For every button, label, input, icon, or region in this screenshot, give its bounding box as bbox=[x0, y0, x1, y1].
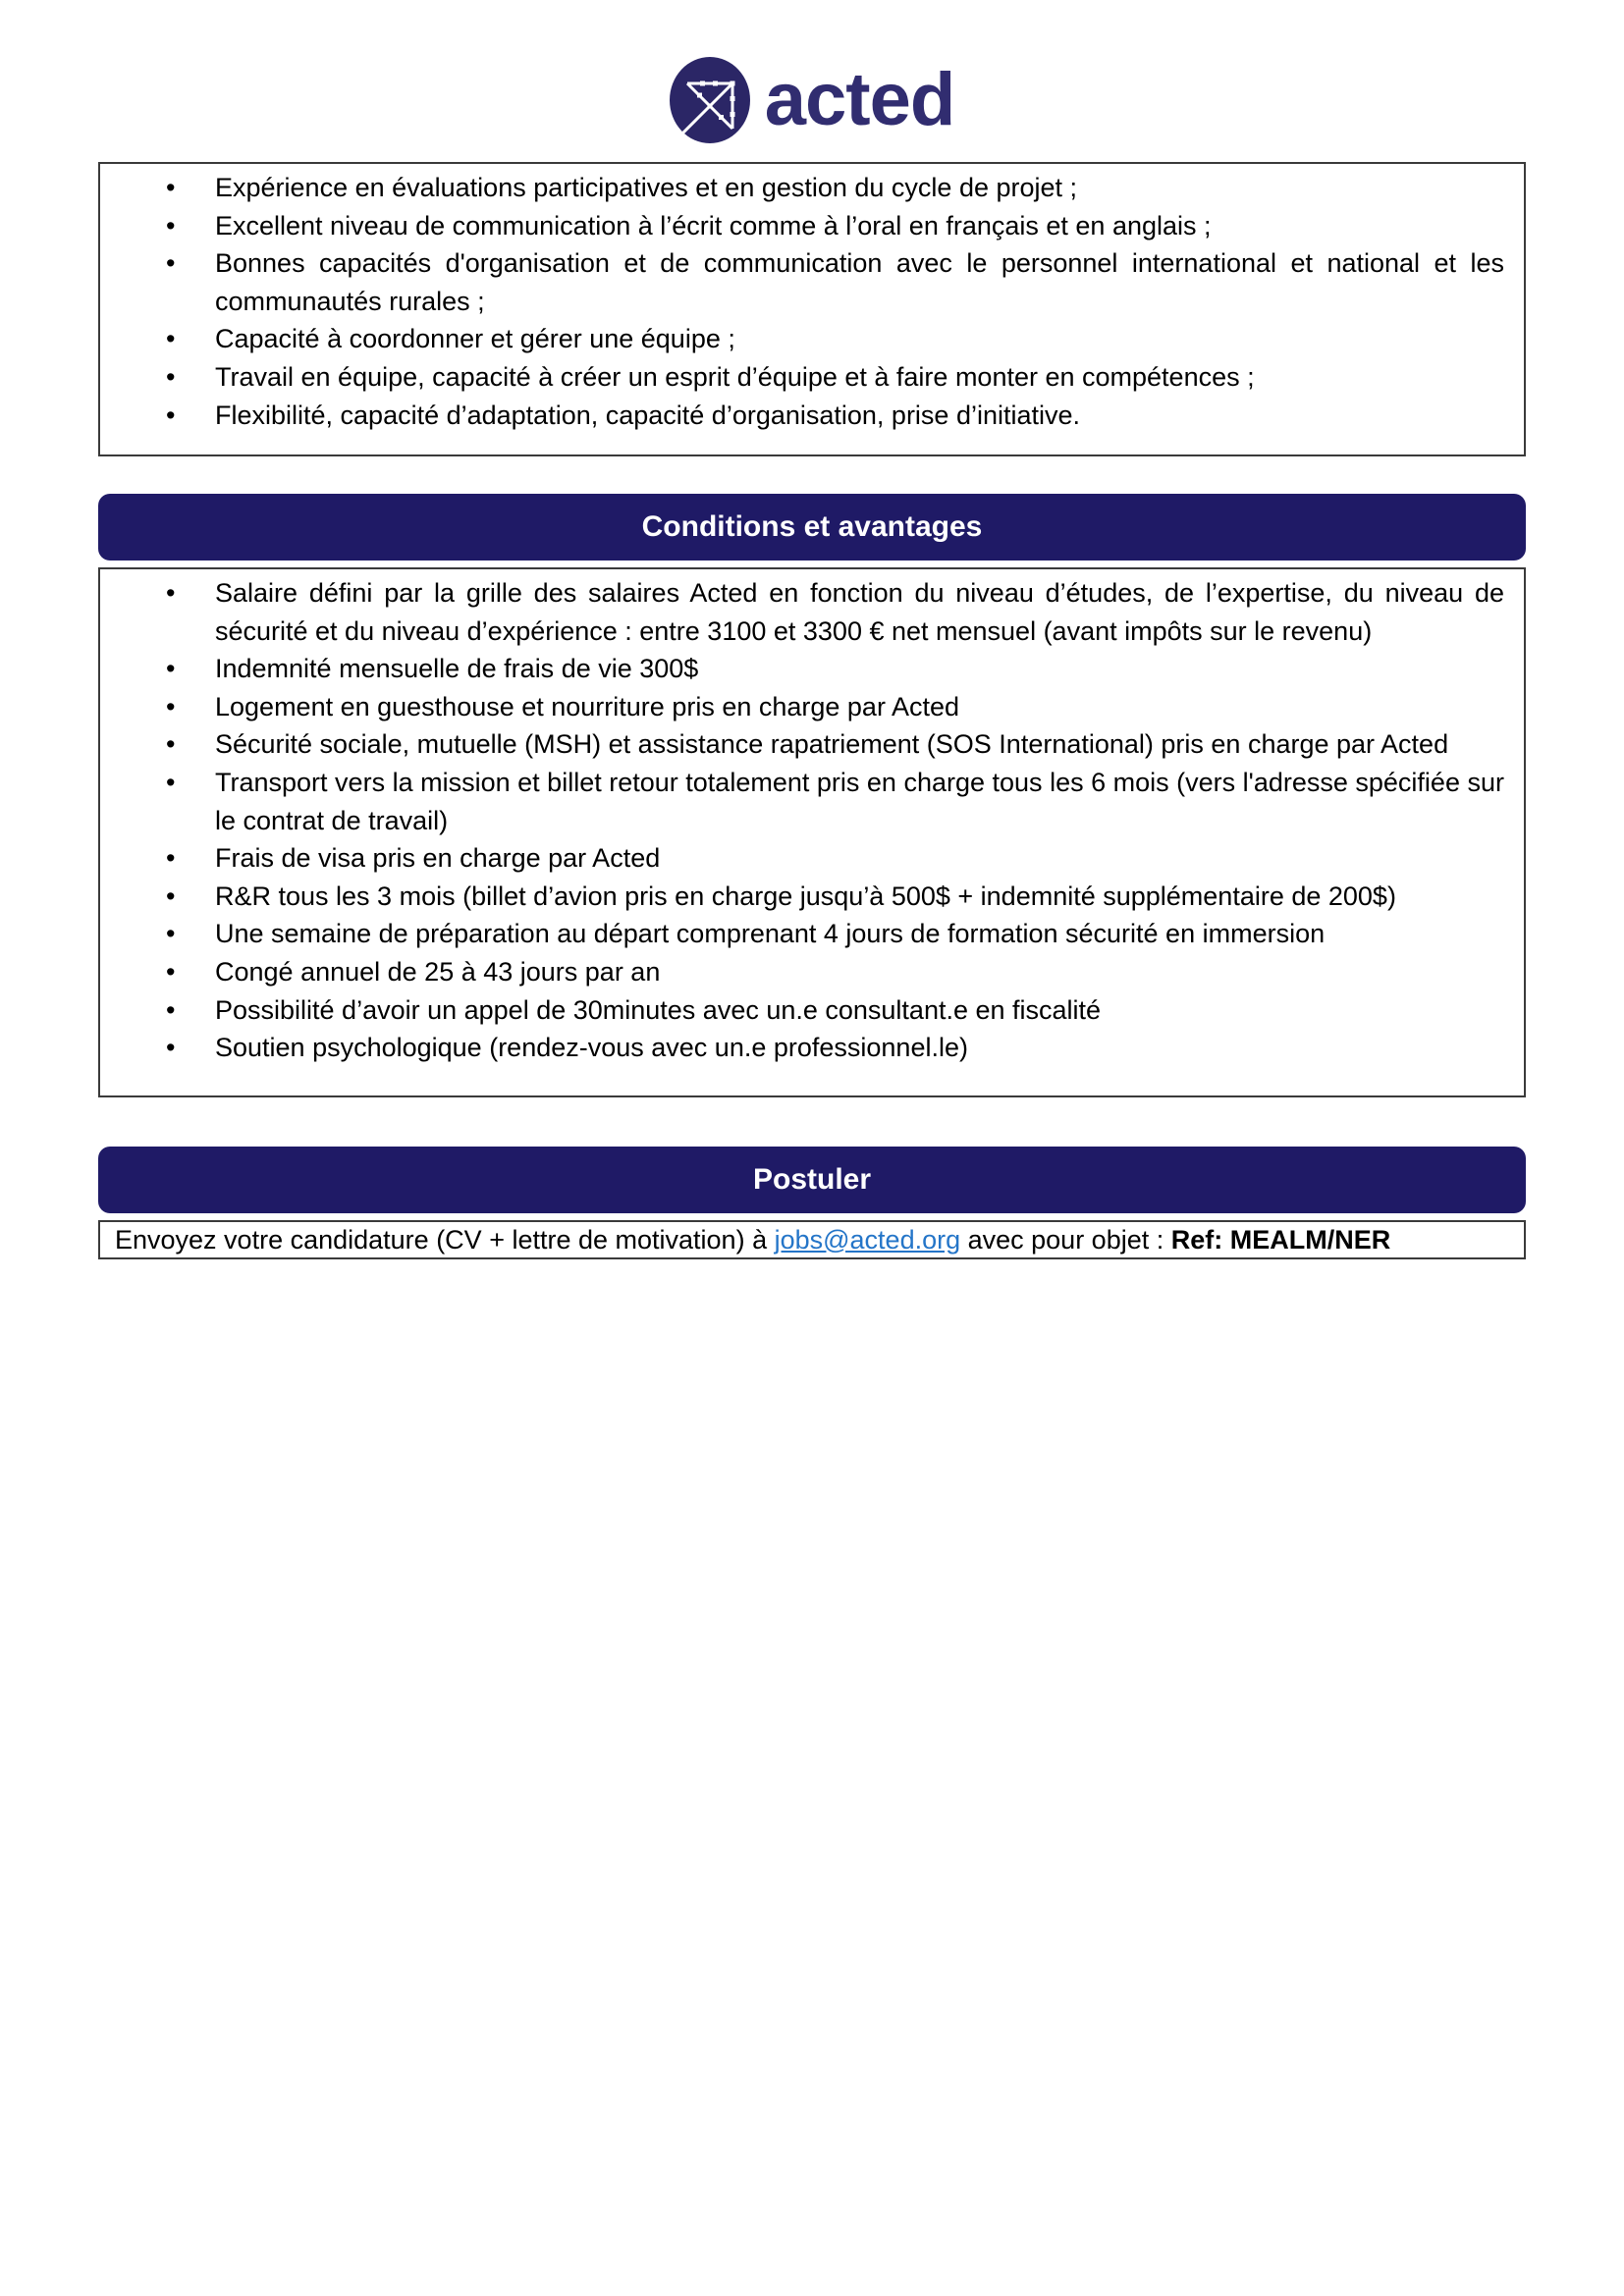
apply-reference: Ref: MEALM/NER bbox=[1170, 1224, 1391, 1255]
bullet-item: • Frais de visa pris en charge par Acted bbox=[164, 839, 1504, 878]
bullet-item: • Indemnité mensuelle de frais de vie 300$ bbox=[164, 650, 1504, 688]
bullet-item: • Logement en guesthouse et nourriture pris en charge par Acted bbox=[164, 688, 1504, 726]
apply-text-pre: Envoyez votre candidature (CV + lettre de motivation) à bbox=[115, 1224, 775, 1255]
email-link[interactable]: jobs@acted.org bbox=[774, 1224, 961, 1255]
bullet-item: • Possibilité d’avoir un appel de 30minutes avec un.e consultant.e en fiscalité bbox=[164, 991, 1504, 1030]
bullet-item: • Excellent niveau de communication à l’écrit comme à l’oral en français et en anglais ; bbox=[164, 207, 1504, 245]
bullet-item: • Transport vers la mission et billet retour totalement pris en charge tous les 6 mois (vers l'adresse spécifiée sur le contrat de travail) bbox=[164, 764, 1504, 839]
acted-logo-text: acted bbox=[764, 58, 955, 141]
apply-text-mid: avec pour objet : bbox=[960, 1224, 1171, 1255]
section-title-conditions: Conditions et avantages bbox=[641, 510, 983, 543]
qualifications-list bbox=[100, 164, 1524, 434]
bullet-item: • Une semaine de préparation au départ comprenant 4 jours de formation sécurité en immersion bbox=[164, 915, 1504, 953]
qualifications-box bbox=[98, 162, 1526, 456]
apply-line bbox=[100, 1225, 1405, 1255]
section-title-postuler: Postuler bbox=[752, 1163, 872, 1196]
bullet-item: • Capacité à coordonner et gérer une équipe ; bbox=[164, 320, 1504, 358]
section-header-conditions bbox=[98, 494, 1526, 561]
bullet-item: • Bonnes capacités d'organisation et de communication avec le personnel international et national et les communautés rurales ; bbox=[164, 244, 1504, 320]
apply-box bbox=[98, 1220, 1526, 1259]
bullet-item: • Travail en équipe, capacité à créer un esprit d’équipe et à faire monter en compétences ; bbox=[164, 358, 1504, 397]
section-header-postuler bbox=[98, 1147, 1526, 1213]
bullet-item: • Sécurité sociale, mutuelle (MSH) et assistance rapatriement (SOS International) pris en charge par Acted bbox=[164, 725, 1504, 764]
bullet-item: • Soutien psychologique (rendez-vous avec un.e professionnel.le) bbox=[164, 1029, 1504, 1067]
bullet-item: • Expérience en évaluations participatives et en gestion du cycle de projet ; bbox=[164, 169, 1504, 207]
acted-logo bbox=[0, 57, 1624, 143]
acted-logo-icon bbox=[670, 57, 750, 143]
conditions-box bbox=[98, 567, 1526, 1097]
conditions-list bbox=[100, 569, 1524, 1067]
bullet-item: • Flexibilité, capacité d’adaptation, capacité d’organisation, prise d’initiative. bbox=[164, 397, 1504, 435]
bullet-item: • Salaire défini par la grille des salaires Acted en fonction du niveau d’études, de l’expertise, du niveau de sécurité et du niveau d’expérience : entre 3100 et 3300 € net mensuel (avant impôts sur le revenu) bbox=[164, 574, 1504, 650]
bullet-item: • Congé annuel de 25 à 43 jours par an bbox=[164, 953, 1504, 991]
bullet-item: • R&R tous les 3 mois (billet d’avion pris en charge jusqu’à 500$ + indemnité supplémentaire de 200$) bbox=[164, 878, 1504, 916]
